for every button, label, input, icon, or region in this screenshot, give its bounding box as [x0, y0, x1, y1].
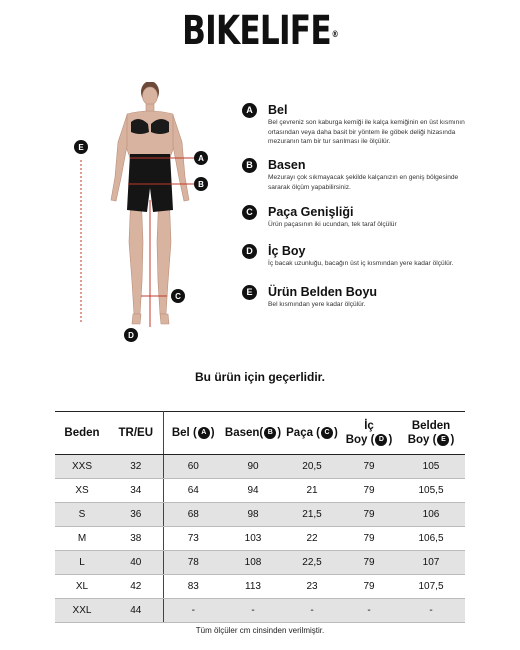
table-cell: 38	[109, 527, 163, 551]
table-cell: 79	[341, 455, 397, 479]
body-measurement-figure	[55, 82, 215, 347]
table-subtitle: Bu ürün için geçerlidir.	[194, 370, 326, 384]
table-cell: 32	[109, 455, 163, 479]
table-cell: XS	[55, 479, 109, 503]
table-cell: 64	[163, 479, 223, 503]
figure-marker-d-label: D	[128, 331, 134, 340]
legend-desc: Bel çevreniz son kaburga kemiği ile kalça kemiğinin en üst kısmının ortasından veya daha basit bir yöntem ile göbek deliği hizasında mezuranın tam bir tur sarılması ile ölçülür.	[268, 119, 465, 145]
table-cell: 107	[397, 551, 465, 575]
table-cell: 79	[341, 503, 397, 527]
table-row	[55, 575, 465, 599]
table-cell: 22,5	[283, 551, 341, 575]
header-line-2: Beden	[64, 427, 100, 439]
header-close-paren: )	[277, 427, 282, 439]
legend-badge-b: B	[242, 158, 257, 173]
legend-desc: Bel kısmından yere kadar ölçülür.	[268, 301, 366, 308]
header-line-2: Bel (	[171, 427, 197, 439]
table-cell: L	[55, 551, 109, 575]
header-line-2: Boy (	[345, 434, 375, 446]
size-table	[55, 411, 465, 623]
table-cell: 108	[223, 551, 283, 575]
legend-badge-e: E	[242, 285, 257, 300]
table-header-cell	[223, 412, 283, 455]
table-row	[55, 527, 465, 551]
header-badge: D	[375, 434, 387, 446]
table-cell: M	[55, 527, 109, 551]
table-cell: 105	[397, 455, 465, 479]
table-row	[55, 551, 465, 575]
figure-marker-c-label: C	[175, 292, 181, 301]
legend-item-basen	[242, 157, 482, 204]
legend-badge-a: A	[242, 103, 257, 118]
table-cell: -	[223, 599, 283, 623]
table-cell: 21,5	[283, 503, 341, 527]
table-cell: 60	[163, 455, 223, 479]
header-line-2: Basen(	[224, 427, 264, 439]
registered-mark: ®	[331, 30, 338, 40]
table-cell: 106	[397, 503, 465, 527]
brand-name: BIKELIFE	[182, 8, 331, 54]
header-line-2: TR/EU	[118, 427, 153, 439]
brand-logo	[57, 8, 463, 54]
table-body	[55, 455, 465, 623]
table-cell: 103	[223, 527, 283, 551]
table-cell: 79	[341, 527, 397, 551]
legend-desc: İç bacak uzunluğu, bacağın üst iç kısmından yere kadar ölçülür.	[268, 260, 454, 267]
table-cell: 83	[163, 575, 223, 599]
table-cell: -	[341, 599, 397, 623]
table-header-cell	[283, 412, 341, 455]
legend-title: Basen	[268, 158, 306, 172]
figure-marker-e-label: E	[78, 143, 84, 152]
legend-desc: Mezurayı çok sıkmayacak şekilde kalçanızın en geniş bölgesinde sararak ölçüm yapabilirsiniz.	[268, 174, 459, 191]
header-line-1: İç	[364, 420, 374, 432]
table-row	[55, 599, 465, 623]
table-cell: 23	[283, 575, 341, 599]
table-cell: 36	[109, 503, 163, 527]
table-cell: 106,5	[397, 527, 465, 551]
table-cell: XXL	[55, 599, 109, 623]
table-header-cell	[163, 412, 223, 455]
table-header-cell	[397, 412, 465, 455]
table-cell: 113	[223, 575, 283, 599]
header-badge: A	[198, 427, 210, 439]
table-row	[55, 503, 465, 527]
table-header-cell	[341, 412, 397, 455]
header-close-paren: )	[210, 427, 215, 439]
header-line-2: Boy (	[407, 434, 437, 446]
table-cell: 21	[283, 479, 341, 503]
table-cell: 98	[223, 503, 283, 527]
table-cell: 44	[109, 599, 163, 623]
legend-item-paca	[242, 204, 482, 243]
table-cell: S	[55, 503, 109, 527]
table-row	[55, 455, 465, 479]
table-cell: -	[397, 599, 465, 623]
table-cell: 79	[341, 551, 397, 575]
legend-item-ic-boy	[242, 243, 482, 284]
table-cell: 34	[109, 479, 163, 503]
table-cell: -	[163, 599, 223, 623]
table-cell: 94	[223, 479, 283, 503]
table-header-cell	[109, 412, 163, 455]
table-cell: 107,5	[397, 575, 465, 599]
legend-title: Bel	[268, 103, 288, 117]
legend-title: Ürün Belden Boyu	[268, 285, 378, 299]
legend-desc: Ürün paçasının iki ucundan, tek taraf ölçülür	[268, 221, 397, 228]
table-cell: 79	[341, 575, 397, 599]
measurement-legend	[242, 102, 482, 314]
table-cell: -	[283, 599, 341, 623]
table-cell: 68	[163, 503, 223, 527]
table-cell: 40	[109, 551, 163, 575]
table-cell: 73	[163, 527, 223, 551]
legend-title: İç Boy	[268, 244, 306, 258]
table-cell: 78	[163, 551, 223, 575]
table-cell: 105,5	[397, 479, 465, 503]
header-close-paren: )	[334, 427, 338, 439]
table-header-row	[55, 412, 465, 455]
legend-item-bel	[242, 102, 482, 157]
figure-marker-a-label: A	[198, 154, 204, 163]
table-row	[55, 479, 465, 503]
header-close-paren: )	[388, 434, 393, 446]
footnote: Tüm ölçüler cm cinsinden verilmiştir.	[195, 626, 325, 635]
legend-badge-d: D	[242, 244, 257, 259]
header-line-1: Belden	[411, 420, 451, 432]
legend-title: Paça Genişliği	[268, 205, 354, 219]
header-badge: B	[264, 427, 276, 439]
header-line-2: Paça (	[286, 427, 321, 439]
legend-item-belden-boy	[242, 284, 482, 314]
figure-marker-b-label: B	[198, 180, 204, 189]
header-close-paren: )	[450, 434, 455, 446]
table-cell: XXS	[55, 455, 109, 479]
table-cell: 79	[341, 479, 397, 503]
table-cell: 42	[109, 575, 163, 599]
table-cell: 22	[283, 527, 341, 551]
table-header-cell	[55, 412, 109, 455]
header-badge: C	[321, 427, 333, 439]
table-cell: 20,5	[283, 455, 341, 479]
header-badge: E	[437, 434, 449, 446]
legend-badge-c: C	[242, 205, 257, 220]
table-cell: 90	[223, 455, 283, 479]
table-cell: XL	[55, 575, 109, 599]
